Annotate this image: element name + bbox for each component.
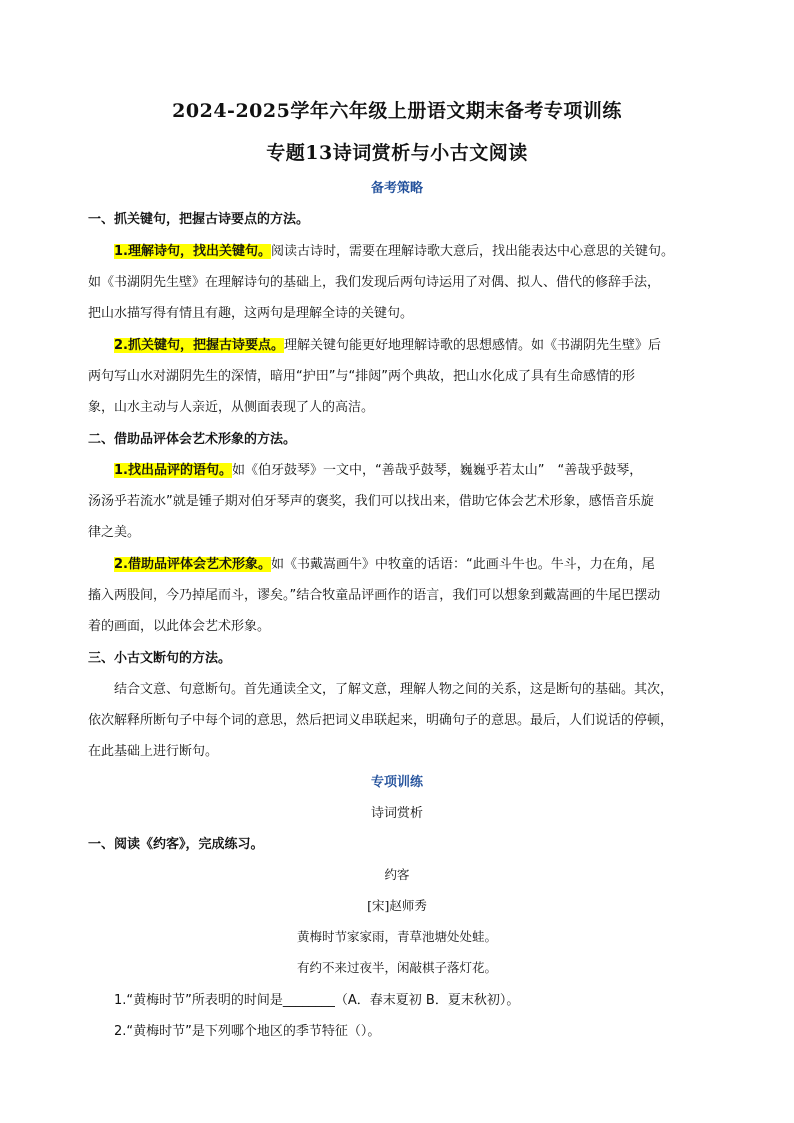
highlight-key-point: 1.找出品评的语句。 bbox=[114, 463, 232, 478]
paragraph-5-line-3: 在此基础上进行断句。 bbox=[88, 744, 219, 759]
document-subtitle: 专题13诗词赏析与小古文阅读 bbox=[266, 142, 528, 164]
question-1: 1.“黄梅时节”所表明的时间是________（A．春末夏初 B．夏末秋初）。 bbox=[114, 993, 520, 1008]
paragraph-1-line-1: 1.理解诗句，找出关键句。阅读古诗时，需要在理解诗歌大意后，找出能表达中心意思的关键句。 bbox=[114, 244, 674, 259]
question-group-title: 一、阅读《约客》，完成练习。 bbox=[88, 837, 264, 852]
paragraph-5-line-2: 依次解释所断句子中每个词的意思，然后把词义串联起来，明确句子的意思。最后，人们说话的停顿， bbox=[88, 713, 674, 728]
training-subheading: 诗词赏析 bbox=[370, 806, 423, 821]
highlight-key-point: 2.借助品评体会艺术形象。 bbox=[114, 557, 271, 572]
training-heading: 专项训练 bbox=[370, 775, 423, 790]
paragraph-4-line-3: 着的画面，以此体会艺术形象。 bbox=[88, 619, 271, 634]
paragraph-2-line-3: 象，山水主动与人亲近，从侧面表现了人的高洁。 bbox=[88, 400, 375, 415]
highlight-key-point: 1.理解诗句，找出关键句。 bbox=[114, 244, 271, 259]
paragraph-3-line-3: 律之美。 bbox=[88, 525, 141, 540]
section-2-title: 二、借助品评体会艺术形象的方法。 bbox=[88, 432, 297, 447]
paragraph-3-line-1: 1.找出品评的语句。如《伯牙鼓琴》一文中，“善哉乎鼓琴，巍巍乎若太山” “善哉乎鼓琴， bbox=[114, 463, 643, 478]
paragraph-2-line-1: 2.抓关键句，把握古诗要点。理解关键句能更好地理解诗歌的思想感情。如《书湖阴先生壁》后 bbox=[114, 338, 661, 353]
strategy-heading: 备考策略 bbox=[370, 181, 423, 196]
paragraph-2-line-2: 两句写山水对湖阴先生的深情，暗用“护田”与“排闼”两个典故，把山水化成了具有生命感情的形 bbox=[88, 369, 635, 384]
section-1-title: 一、抓关键句，把握古诗要点的方法。 bbox=[88, 212, 310, 227]
poem-author: [宋]赵师秀 bbox=[367, 898, 427, 913]
paragraph-1-line-2: 如《书湖阴先生壁》在理解诗句的基础上，我们发现后两句诗运用了对偶、拟人、借代的修辞手法， bbox=[88, 275, 661, 290]
question-2: 2.“黄梅时节”是下列哪个地区的季节特征（）。 bbox=[114, 1024, 381, 1039]
section-3-title: 三、小古文断句的方法。 bbox=[88, 651, 232, 666]
poem-line-2: 有约不来过夜半，闲敲棋子落灯花。 bbox=[296, 960, 497, 975]
document-title: 2024-2025学年六年级上册语文期末备考专项训练 bbox=[172, 100, 622, 122]
highlight-key-point: 2.抓关键句，把握古诗要点。 bbox=[114, 338, 284, 353]
poem-title: 约客 bbox=[384, 867, 410, 882]
poem-line-1: 黄梅时节家家雨，青草池塘处处蛙。 bbox=[296, 929, 497, 944]
paragraph-1-line-3: 把山水描写得有情且有趣，这两句是理解全诗的关键句。 bbox=[88, 306, 414, 321]
paragraph-4-line-2: 搐入两股间，今乃掉尾而斗，谬矣。”结合牧童品评画作的语言，我们可以想象到戴嵩画的牛尾巴摆动 bbox=[88, 588, 661, 603]
paragraph-4-line-1: 2.借助品评体会艺术形象。如《书戴嵩画牛》中牧童的话语：“此画斗牛也。牛斗，力在角，尾 bbox=[114, 557, 655, 572]
paragraph-3-line-2: 汤汤乎若流水”就是锺子期对伯牙琴声的褒奖，我们可以找出来，借助它体会艺术形象，感悟音乐旋 bbox=[88, 494, 654, 509]
paragraph-5-line-1: 结合文意、句意断句。首先通读全文，了解文意，理解人物之间的关系，这是断句的基础。其次， bbox=[114, 682, 674, 697]
